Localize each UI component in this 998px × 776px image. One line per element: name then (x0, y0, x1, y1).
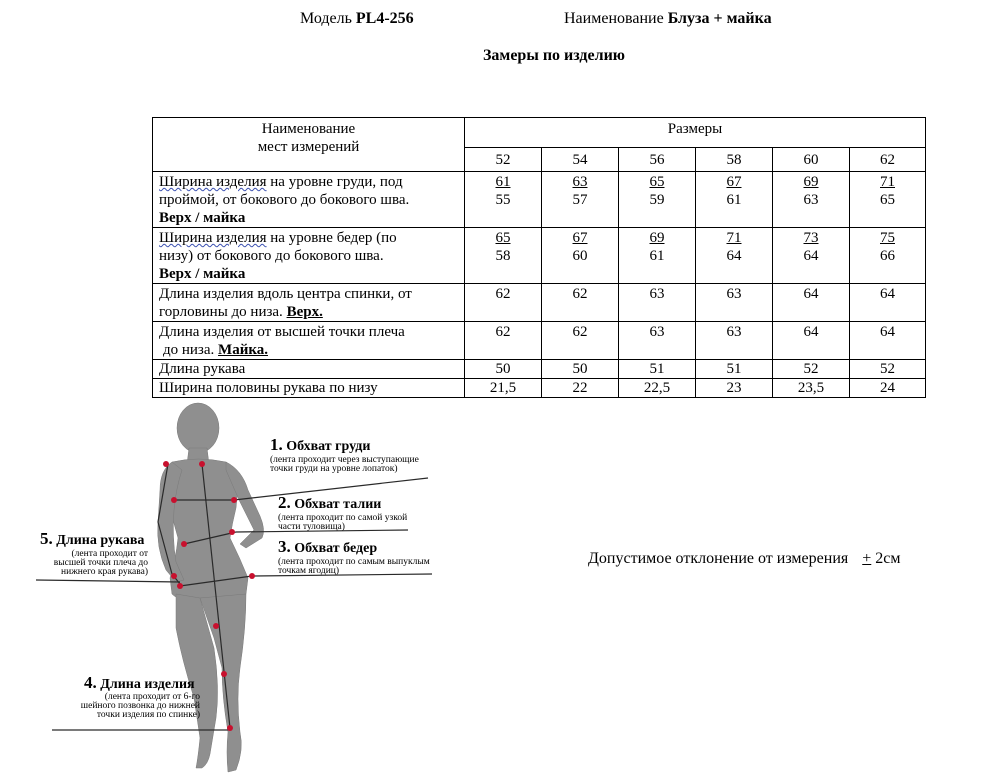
table-cell: 62 (465, 284, 542, 322)
size-header: 58 (696, 148, 773, 172)
table-cell: 65 58 (465, 228, 542, 284)
table-row (153, 284, 926, 322)
model-label: Модель (300, 10, 352, 27)
table-cell: 62 (465, 322, 542, 360)
size-header: 60 (773, 148, 850, 172)
row-label: Длина изделия от высшей точки плеча до низа. Майка. (153, 322, 465, 360)
label-length-sub: точки изделия по спинке) (96, 710, 200, 720)
table-cell: 51 (696, 360, 773, 379)
label-sleeve-sub: (лента проходит от (71, 549, 148, 559)
label-waist-sub: части туловища) (278, 522, 345, 532)
table-cell: 69 63 (773, 172, 850, 228)
label-waist-sub: (лента проходит по самой узкой (278, 513, 408, 523)
table-cell: 62 (542, 284, 619, 322)
table-cell: 67 61 (696, 172, 773, 228)
table-cell: 64 (850, 284, 926, 322)
label-chest-sub: (лента проходит через выступающие (270, 455, 419, 465)
label-hips-sub: точкам ягодиц) (278, 566, 340, 576)
label-sleeve-sub: высшей точки плеча до (53, 558, 148, 568)
table-cell: 65 59 (619, 172, 696, 228)
table-cell: 21,5 (465, 379, 542, 398)
table-cell: 63 57 (542, 172, 619, 228)
table-cell: 64 (850, 322, 926, 360)
tolerance-value: 2см (875, 550, 901, 567)
product-name-line (564, 10, 772, 28)
label-chest-sub: точки груди на уровне лопаток) (270, 464, 398, 474)
table-cell: 71 65 (850, 172, 926, 228)
label-hips-title: 3. Обхват бедер (278, 537, 378, 556)
table-cell: 23 (696, 379, 773, 398)
table-cell: 69 61 (619, 228, 696, 284)
measurement-diagram (0, 398, 470, 776)
table-cell: 50 (542, 360, 619, 379)
size-header: 52 (465, 148, 542, 172)
table-cell: 63 (619, 322, 696, 360)
column-header-sizes: Размеры (465, 118, 926, 148)
table-cell: 63 (619, 284, 696, 322)
table-cell: 52 (773, 360, 850, 379)
table-cell: 71 64 (696, 228, 773, 284)
table-row (153, 379, 926, 398)
table-cell: 75 66 (850, 228, 926, 284)
table-cell: 67 60 (542, 228, 619, 284)
label-length-sub: шейного позвонка до нижней (80, 701, 200, 711)
product-name-label: Наименование (564, 10, 664, 27)
size-header: 54 (542, 148, 619, 172)
model-value: PL4-256 (355, 10, 414, 27)
table-cell: 62 (542, 322, 619, 360)
table-cell: 22,5 (619, 379, 696, 398)
table-row (153, 228, 926, 284)
table-cell: 61 55 (465, 172, 542, 228)
label-hips-sub: (лента проходит по самым выпуклым (278, 557, 430, 567)
label-sleeve-sub: нижнего края рукава) (61, 567, 148, 577)
row-label: Длина изделия вдоль центра спинки, от горловины до низа. Верх. (153, 284, 465, 322)
label-sleeve-title: 5. Длина рукава (40, 529, 145, 548)
label-chest-title: 1. Обхват груди (270, 435, 371, 454)
label-waist-title: 2. Обхват талии (278, 493, 382, 512)
size-header: 62 (850, 148, 926, 172)
column-header-measurement: Наименование мест измерений (153, 118, 465, 172)
row-label: Ширина изделия на уровне бедер (по низу) от бокового до бокового шва. Верх / майка (153, 228, 465, 284)
table-cell: 63 (696, 284, 773, 322)
table-cell: 63 (696, 322, 773, 360)
table-cell: 64 (773, 284, 850, 322)
table-cell: 24 (850, 379, 926, 398)
table-cell: 50 (465, 360, 542, 379)
table-row (153, 172, 926, 228)
measurements-table (152, 117, 926, 398)
table-cell: 51 (619, 360, 696, 379)
row-label: Длина рукава (153, 360, 465, 379)
table-cell: 73 64 (773, 228, 850, 284)
page-subtitle: Замеры по изделию (482, 47, 626, 64)
model-line (300, 10, 414, 28)
table-row (153, 322, 926, 360)
table-cell: 23,5 (773, 379, 850, 398)
row-label: Ширина половины рукава по низу (153, 379, 465, 398)
table-cell: 52 (850, 360, 926, 379)
label-length-sub: (лента проходит от 6-го (104, 692, 200, 702)
table-cell: 64 (773, 322, 850, 360)
label-length-title: 4. Длина изделия (84, 673, 195, 692)
table-row (153, 360, 926, 379)
plusminus-sign: + (862, 550, 872, 567)
tolerance-note (588, 550, 901, 568)
row-label: Ширина изделия на уровне груди, под проймой, от бокового до бокового шва. Верх / майка (153, 172, 465, 228)
product-name-value: Блуза + майка (667, 10, 772, 27)
tolerance-text: Допустимое отклонение от измерения (588, 550, 849, 567)
table-cell: 22 (542, 379, 619, 398)
size-header: 56 (619, 148, 696, 172)
